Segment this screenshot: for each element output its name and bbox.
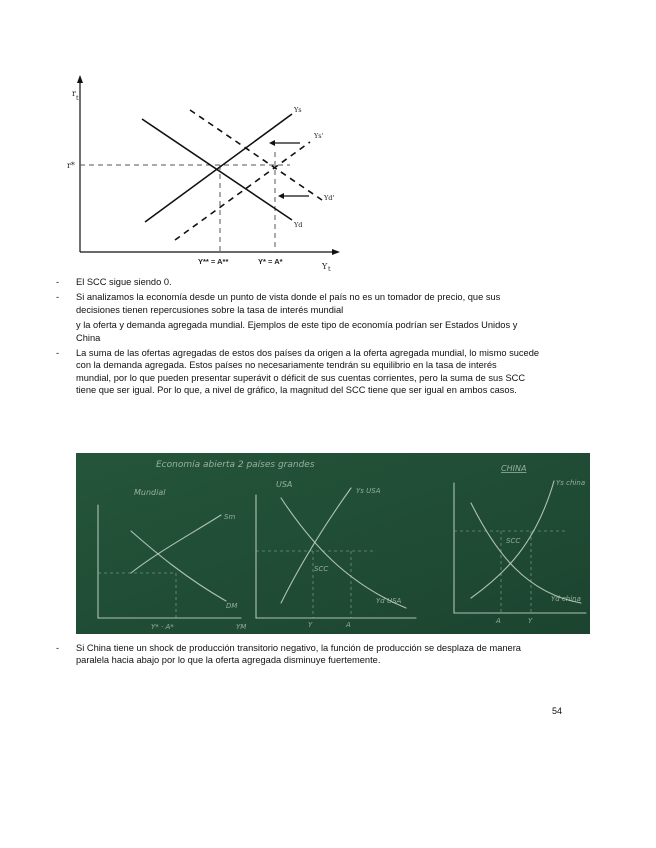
board-label-y1: Y [308, 621, 313, 629]
yd-curve [142, 119, 292, 220]
board-label-am: Y* · A* [151, 623, 174, 631]
board-panel-china: CHINA [501, 464, 527, 473]
board-label-a2: A [496, 617, 501, 625]
figure-svg [67, 72, 360, 273]
board-label-dm: DM [226, 602, 238, 610]
board-label-ys-usa: Ys USA [356, 487, 381, 495]
bullet-large-economy [56, 291, 656, 316]
y-axis-sub: t [76, 94, 79, 102]
bullet-scc-zero [56, 276, 656, 288]
y-axis-arrow [77, 75, 83, 83]
page-number: 54 [552, 706, 563, 716]
supply-demand-figure [67, 72, 360, 273]
bullet-aggregate-supply [56, 347, 656, 397]
label-yd-prime: Yd' [324, 194, 335, 202]
bullet-text-line: Si China tiene un shock de producción transitorio negativo, la función de producción se desplaza de manera [76, 643, 521, 653]
chalkboard-photo [76, 453, 590, 634]
board-label-scc-china: SCC [506, 537, 521, 545]
board-title: Economía abierta 2 países grandes [156, 460, 315, 470]
bullet-text-line: tiene que ser igual. Por lo que, a nivel de gráfico, la magnitud del SCC tiene que ser igual en ambos casos. [76, 385, 517, 396]
bullet-text-line: con la demanda agregada. Estos países no necesariamente tendrán su equilibrio en la tasa de interés [76, 360, 497, 371]
yd-prime-curve [190, 110, 322, 200]
bullet-list [56, 276, 656, 397]
bullet-text-line: mundial, por lo que pueden presentar superávit o déficit de sus cuentas corrientes, pero la suma de sus SCC [76, 372, 526, 383]
board-label-y2: Y [528, 617, 533, 625]
shift-arrow-bottom-head [278, 193, 284, 199]
bullet-text-line: Si analizamos la economía desde un punto de vista donde el país no es un tomador de precio, que sus [76, 292, 501, 303]
x-axis-label: Y [322, 262, 328, 271]
y-axis-label: r [72, 89, 76, 98]
x-axis-arrow [332, 249, 340, 255]
bullet-text-line: La suma de las ofertas agregadas de estos dos países da origen a la oferta agregada mundial, lo mismo sucede [76, 348, 540, 359]
board-label-ym: YM [236, 623, 247, 631]
continuation-line: China [76, 332, 101, 343]
bullet-dash: - [56, 292, 60, 303]
x-tick-y-star: Y* = A* [258, 257, 283, 266]
bullet-text-line: paralela hacia abajo por lo que la oferta agregada disminuye fuertemente. [76, 655, 381, 666]
bullet-dash: - [56, 277, 60, 287]
chalkboard-svg [76, 453, 590, 634]
continuation-paragraph [56, 319, 656, 344]
bullet-dash: - [56, 643, 60, 653]
label-yd: Yd [294, 221, 303, 229]
board-label-yd-usa: Yd USA [376, 597, 402, 605]
label-ys-prime: Ys' [314, 132, 324, 140]
board-panel-usa: USA [276, 480, 293, 489]
board-label-sm: Sm [224, 513, 236, 521]
shift-arrow-top-head [269, 140, 275, 146]
board-panel-mundial: Mundial [134, 488, 166, 497]
ys-prime-curve [175, 142, 310, 240]
board-label-ys-china: Ys china [556, 479, 586, 487]
continuation-line: y la oferta y demanda agregada mundial. Ejemplos de este tipo de economía podrían ser Estados Unidos y [76, 320, 518, 331]
board-label-a1: A [346, 621, 351, 629]
x-axis-sub: t [328, 265, 331, 273]
x-tick-y-double-star: Y** = A** [198, 257, 229, 266]
bullet-list-2 [56, 642, 656, 667]
board-label-scc: SCC [314, 565, 329, 573]
r-star-label: r* [67, 161, 75, 170]
bullet-text: El SCC sigue siendo 0. [76, 277, 172, 287]
bullet-text-line: decisiones tienen repercusiones sobre la tasa de interés mundial [76, 304, 344, 315]
bullet-dash: - [56, 348, 60, 359]
board-label-yd-china: Yd china [551, 595, 581, 603]
bullet-china-shock [56, 642, 656, 667]
label-ys: Ys [294, 106, 302, 114]
